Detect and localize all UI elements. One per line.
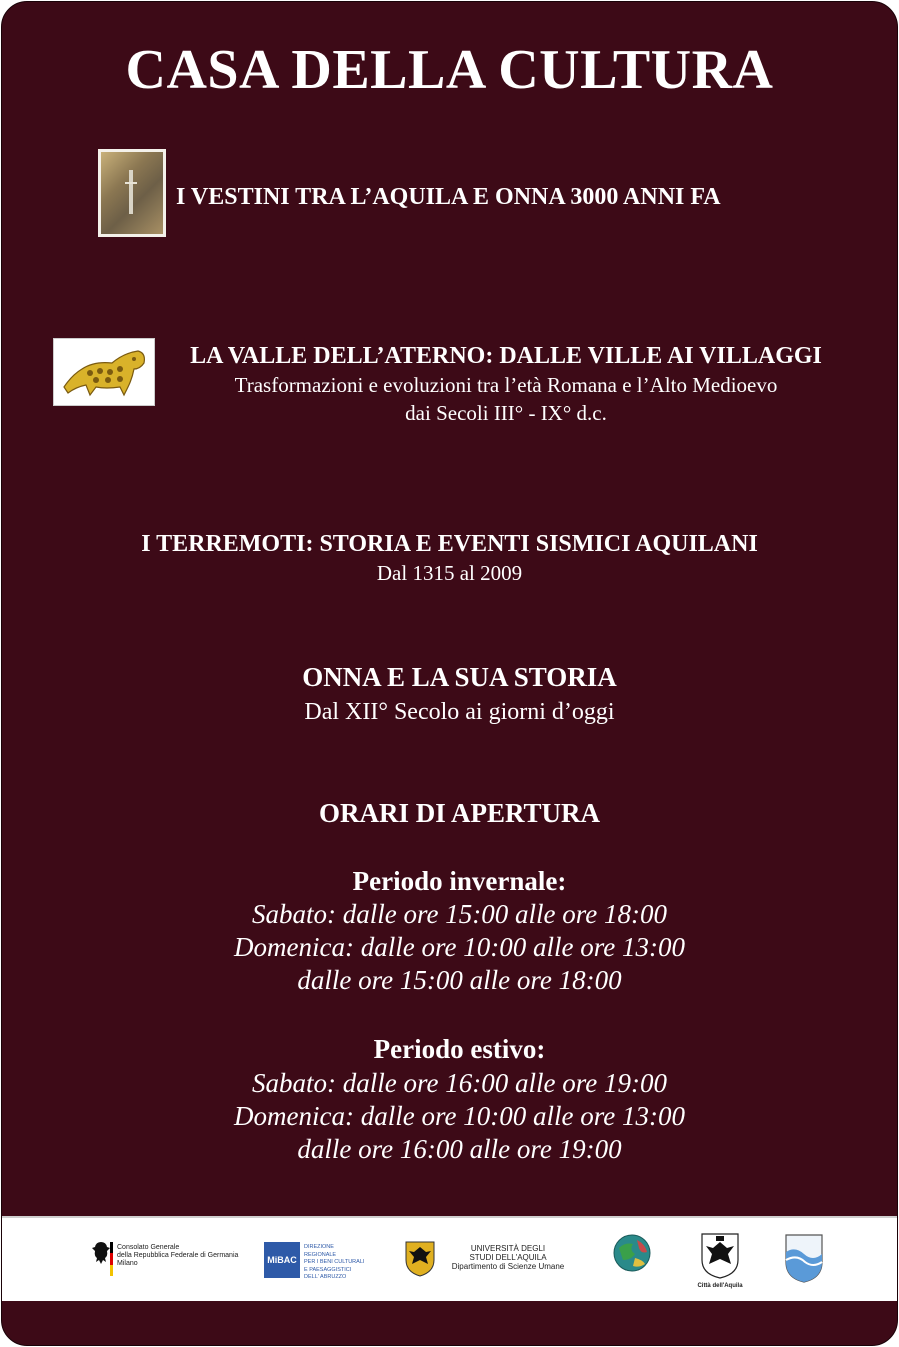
- regione-globe-logo: [611, 1232, 653, 1274]
- exhibit-vestini-title: I VESTINI TRA L’AQUILA E ONNA 3000 ANNI FA: [176, 184, 721, 210]
- summer-line-3: dalle ore 16:00 alle ore 19:00: [297, 1134, 622, 1164]
- consolato-text-3: Milano: [117, 1260, 138, 1267]
- horse-icon: [54, 339, 154, 405]
- winter-line-1: Sabato: dalle ore 15:00 alle ore 18:00: [252, 899, 667, 929]
- winter-line-2: Domenica: dalle ore 10:00 alle ore 13:00: [234, 932, 685, 962]
- exhibit-valle-subtitle-2: dai Secoli III° - IX° d.c.: [405, 401, 607, 425]
- artifact-shape: [125, 182, 137, 184]
- citta-aquila-logo: [696, 1230, 744, 1292]
- univaq-text-1: UNIVERSITÀ DEGLI: [470, 1244, 546, 1253]
- exhibit-terremoti-subtitle: Dal 1315 al 2009: [376, 561, 523, 585]
- eagle-shield-icon: [402, 1238, 438, 1278]
- exhibit-valle-subtitle-1: Trasformazioni e evoluzioni tra l’età Romana e l’Alto Medioevo: [234, 373, 778, 397]
- mibac-logo: [264, 1242, 364, 1278]
- globe-icon: [611, 1232, 653, 1274]
- winter-line-3: dalle ore 15:00 alle ore 18:00: [297, 965, 622, 995]
- exhibit-valle-title: LA VALLE DELL’ATERNO: DALLE VILLE AI VILLAGGI: [190, 343, 822, 369]
- univaq-logo: [402, 1238, 572, 1280]
- consolato-text-1: Consolato Generale: [117, 1244, 180, 1251]
- german-eagle-icon: [90, 1238, 112, 1272]
- mibac-text-4: DELL' ABRUZZO: [304, 1274, 347, 1280]
- sponsor-footer: [2, 1216, 897, 1301]
- mibac-text-3: E PAESAGGISTICI: [304, 1266, 352, 1273]
- artifact-shape: [129, 170, 133, 214]
- regione-shield-logo: [783, 1232, 825, 1284]
- univaq-text-2: STUDI DELL'AQUILA: [469, 1253, 547, 1262]
- summer-line-1: Sabato: dalle ore 16:00 alle ore 19:00: [252, 1068, 667, 1098]
- exhibit-onna-subtitle: Dal XII° Secolo ai giorni d’oggi: [304, 699, 615, 725]
- consolato-text-2: della Repubblica Federale di Germania: [117, 1252, 239, 1259]
- vestini-thumbnail: [98, 149, 166, 237]
- mibac-text-1: DIREZIONE REGIONALE: [304, 1244, 337, 1258]
- summer-line-2: Domenica: dalle ore 10:00 alle ore 13:00: [234, 1101, 685, 1131]
- hours-heading: ORARI DI APERTURA: [318, 798, 601, 828]
- flag-stripe-icon: [110, 1242, 113, 1276]
- winter-label: Periodo invernale:: [352, 866, 567, 896]
- citta-text: Città dell'Aquila: [697, 1283, 743, 1289]
- poster: [1, 1, 898, 1346]
- shield-icon: [783, 1232, 825, 1284]
- exhibit-terremoti-title: I TERREMOTI: STORIA E EVENTI SISMICI AQUILANI: [141, 531, 758, 557]
- aquila-crest-icon: [696, 1230, 744, 1280]
- mibac-mark: MiBAC: [264, 1242, 300, 1278]
- univaq-text-3: Dipartimento di Scienze Umane: [451, 1262, 565, 1271]
- consolato-logo: [90, 1238, 250, 1278]
- summer-label: Periodo estivo:: [373, 1034, 546, 1064]
- poster-title: CASA DELLA CULTURA: [125, 39, 774, 101]
- mibac-text-2: PER I BENI CULTURALI: [304, 1259, 365, 1265]
- horse-fibula-thumbnail: [53, 338, 155, 406]
- exhibit-onna-title: ONNA E LA SUA STORIA: [302, 662, 617, 692]
